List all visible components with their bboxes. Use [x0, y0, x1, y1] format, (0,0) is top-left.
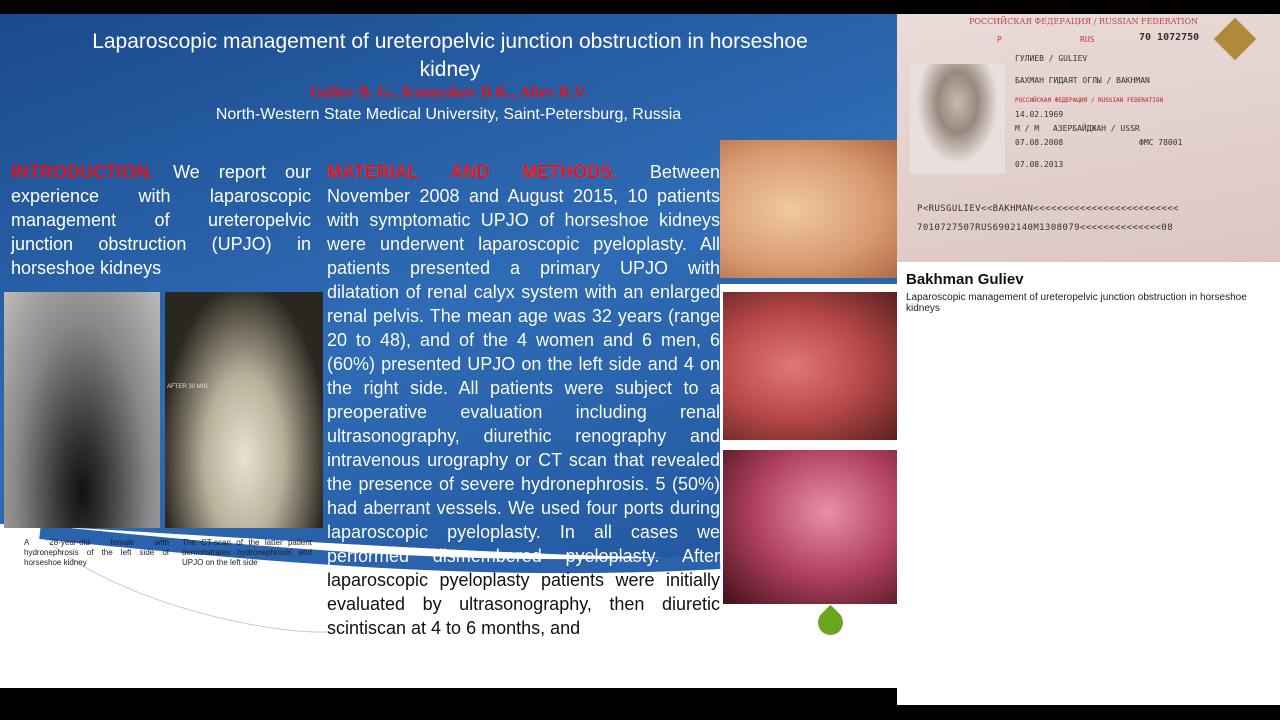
ct-scan-image [165, 292, 323, 528]
methods-body: Between November 2008 and August 2015, 10 patients with symptomatic UPJO of horseshoe kidneys were underwent laparoscopic pyeloplasty. All patients presented a primary UPJO with dilatation of renal calyx system with an enlarged renal pelvis. The mean age was 32 years (range 20 to 48), and of the 4 women and 6 men, 6 (60%) presented UPJO on the left side and 4 on the right side. All patients were subject to a preoperative evaluation including renal ultrasonography, diurethic renography and intravenous urography or CT scan that revealed the presence of severe hydronephrosis. 5 (50%) had aberrant vessels. We used four ports during laparoscopic pyeloplasty. In all cases we performed dismembered pyeloplasty. After laparoscopic pyeloplasty patients were initially evaluated by ultrasonography, then diuretic scintiscan at 4 to 6 months, and [327, 162, 720, 638]
surgery-photo-2 [723, 292, 897, 440]
surgery-photo-1 [720, 140, 897, 278]
introduction-heading: INTRODUCTION. [11, 162, 154, 182]
passport-image [897, 14, 1280, 262]
passport-birthplace: АЗЕРБАЙДЖАН / USSR [1053, 124, 1140, 133]
passport-dob: 14.02.1969 [1015, 110, 1064, 119]
passport-mrz-line2: 7010727507RUS6902140M1308079<<<<<<<<<<<<<<08 [917, 223, 1174, 233]
passport-given-name: БАХМАН ГИДАЯТ ОГЛЫ / BAKHMAN [1015, 76, 1150, 85]
slide-title: Laparoscopic management of ureteropelvic junction obstruction in horseshoe kidney [92, 30, 808, 81]
ct-label: AFTER 30 MIN [167, 384, 208, 390]
passport-mrz-line1: P<RUSGULIEV<<BAKHMAN<<<<<<<<<<<<<<<<<<<<<<<<< [917, 204, 1179, 214]
passport-sex: M / M [1015, 124, 1040, 133]
passport-surname: ГУЛИЕВ / GULIEV [1015, 54, 1088, 63]
speaker-name: Bakhman Guliev [906, 271, 1024, 288]
slide-university: North-Western State Medical University, Saint-Petersburg, Russia [215, 106, 682, 123]
speaker-panel [897, 14, 1280, 705]
surgery-photo-3 [723, 450, 897, 604]
passport-issued: 07.08.2008 [1015, 138, 1064, 147]
passport-type: P [997, 35, 1002, 44]
methods-heading: MATERIAL AND METHODS. [327, 162, 618, 182]
passport-photo [910, 64, 1005, 174]
passport-code: RUS [1080, 35, 1095, 44]
passport-chip [1214, 18, 1256, 60]
xray-image [4, 292, 160, 528]
passport-header: РОССИЙСКАЯ ФЕДЕРАЦИЯ / RUSSIAN FEDERATION [969, 17, 1199, 26]
passport-expiry: 07.08.2013 [1015, 160, 1064, 169]
methods-text [327, 160, 720, 640]
xray-caption: A 28-year-old female with hydronephrosis of the left side of horseshoe kidney [24, 538, 169, 567]
presentation-slide [0, 14, 897, 688]
slide-authors: Guliev B. G., Komyakov B.K., Aliev R.V. [309, 84, 588, 101]
passport-number: 70 1072750 [1139, 32, 1200, 43]
talk-title: Laparoscopic management of ureteropelvic junction obstruction in horseshoe kidneys [906, 292, 1247, 314]
introduction-body: We report our experience with laparoscopic management of ureteropelvic junction obstruction (UPJO) in horseshoe kidneys [11, 162, 311, 278]
passport-authority: ФМС 78001 [1139, 138, 1183, 147]
ct-caption: The CT-scan of the latter patient demonstrates hydronephrosis and UPJO on the left side [182, 538, 312, 567]
introduction-text [11, 160, 311, 280]
passport-nationality: РОССИЙСКАЯ ФЕДЕРАЦИЯ / RUSSIAN FEDERATION [1015, 97, 1164, 104]
